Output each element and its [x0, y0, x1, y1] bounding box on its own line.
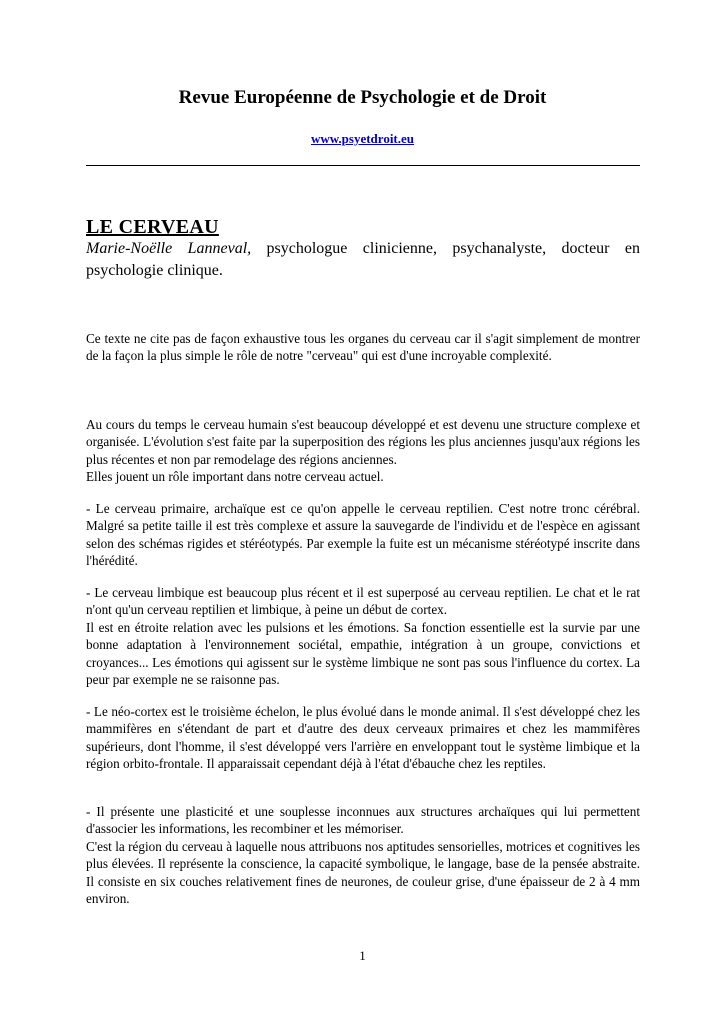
header-divider: [86, 165, 640, 166]
author-credentials: psychologue clinicienne, psychanalyste, docteur en psychologie clinique.: [86, 240, 640, 279]
paragraph-text: C'est la région du cerveau à laquelle nous attribuons nos aptitudes sensorielles, motrices et cognitives les plus élevées. Il représente la conscience, la capacité symbolique, le langage, base de la pensée abstraite. Il consiste en six couches relativement fines de neurones, de couleur grise, d'une épaisseur de 2 à 4 mm environ.: [86, 838, 640, 907]
journal-title: Revue Européenne de Psychologie et de Droit: [178, 87, 547, 108]
author-block: [86, 238, 640, 282]
article-title: LE CERVEAU: [86, 216, 219, 238]
paragraph-reptilian-brain: [86, 500, 640, 570]
paragraph-text: Elles jouent un rôle important dans notre cerveau actuel.: [86, 469, 384, 485]
paragraph-text: Au cours du temps le cerveau humain s'est beaucoup développé et est devenu une structure complexe et organisée. L'évolution s'est faite par la superposition des régions les plus anciennes jusqu'aux régions les plus récentes et non par remodelage des régions anciennes.: [86, 417, 640, 467]
paragraph-text: Ce texte ne cite pas de façon exhaustive tous les organes du cerveau car il s'agit simplement de montrer de la façon la plus simple le rôle de notre "cerveau" qui est d'une incroyable complexité.: [86, 331, 640, 364]
paragraph-text: - Il présente une plasticité et une souplesse inconnues aux structures archaïques qui lui permettent d'associer les informations, les recombiner et les mémoriser.: [86, 804, 640, 837]
paragraph-text: - Le néo-cortex est le troisième échelon, le plus évolué dans le monde animal. Il s'est développé chez les mammifères en s'étendant de part et d'autre des deux cerveaux primaires et chez les mammifères supérieurs, dont l'homme, il s'est développé vers l'arrière en enveloppant tout le système limbique et la région orbito-frontale. Il apparaissait cependant déjà à l'état d'ébauche chez les reptiles.: [86, 704, 640, 772]
paragraph-text: - Le cerveau primaire, archaïque est ce qu'on appelle le cerveau reptilien. C'est notre tronc cérébral. Malgré sa petite taille il est très complexe et assure la sauvegarde de l'individu et de l'espèce en agissant selon des schémas rigides et stéréotypés. Par exemple la fuite est un mécanisme stéréotypé inscrite dans l'hérédité.: [86, 501, 640, 569]
paragraph-limbic-brain: [86, 584, 640, 688]
paragraph-neocortex: [86, 703, 640, 773]
journal-url-link[interactable]: www.psyetdroit.eu: [310, 131, 415, 146]
author-name: Marie-Noëlle Lanneval,: [86, 240, 252, 257]
paragraph-text: Il est en étroite relation avec les pulsions et les émotions. Sa fonction essentielle est la survie par une bonne adaptation à l'environnement sociétal, empathie, intégration à un groupe, convictions et croyances... Les émotions qui agissent sur le système limbique ne sont pas sous l'influence du cortex. La peur par exemple ne se raisonne pas.: [86, 619, 640, 688]
paragraph-plasticity: [86, 803, 640, 907]
paragraph-intro: [86, 330, 640, 365]
paragraph-text: - Le cerveau limbique est beaucoup plus récent et il est superposé au cerveau reptilien. Le chat et le rat n'ont qu'un cerveau reptilien et limbique, à peine un début de cortex.: [86, 585, 640, 618]
page-number: 1: [359, 948, 366, 963]
journal-url-line: [0, 130, 725, 148]
paragraph-evolution: [86, 416, 640, 486]
